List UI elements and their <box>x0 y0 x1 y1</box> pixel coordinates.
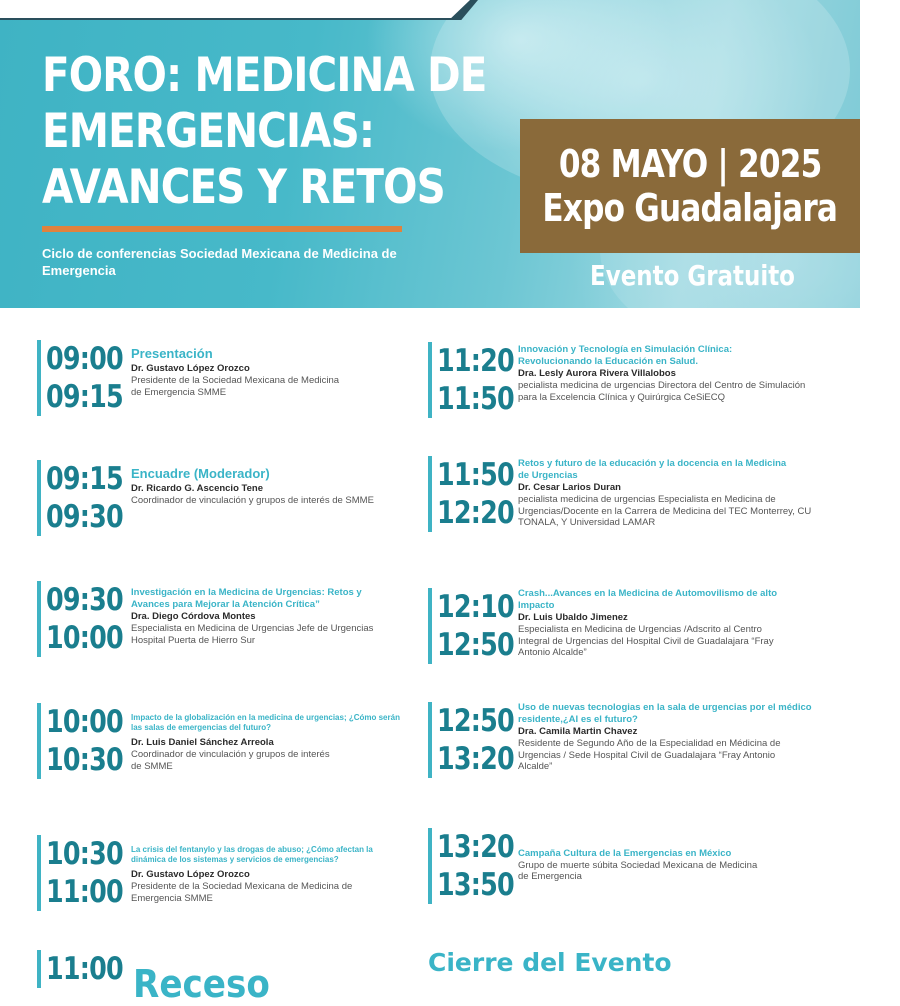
session-title: Investigación en la Medicina de Urgencias: Retos y Avances para Mejorar la Atención Crítica” <box>131 587 362 610</box>
closing-label: Cierre del Evento <box>428 948 672 977</box>
speaker-name: Dra. Camila Martin Chavez <box>518 726 638 737</box>
speaker-name: Dr. Gustavo López Orozco <box>131 363 250 374</box>
session-info <box>127 835 407 911</box>
start-time: 09:15 <box>46 461 123 497</box>
speaker-role: Coordinador de vinculación y grupos de interés de SMME <box>131 495 374 506</box>
start-time: 11:00 <box>46 951 123 987</box>
start-time: 09:30 <box>46 582 123 618</box>
end-time: 10:30 <box>46 742 123 778</box>
session-title: Presentación <box>131 346 213 361</box>
start-time: 11:20 <box>437 343 514 379</box>
event-subtitle: Ciclo de conferencias Sociedad Mexicana de Medicina de Emergencia <box>42 246 397 278</box>
time-range <box>37 340 127 416</box>
speaker-name: Dr. Cesar Larios Duran <box>518 482 621 493</box>
speaker-role: Especialista en Medicina de Urgencias Jefe de Urgencias Hospital Puerta de Hierro Sur <box>131 623 374 646</box>
session-title: Innovación y Tecnología en Simulación Clínica: Revolucionando la Educación en Salud. <box>518 344 733 367</box>
end-time: 11:00 <box>46 874 123 910</box>
session-title: La crisis del fentanylo y las drogas de abuso; ¿Cómo afectan la dinámica de los sistemas y servicios de emergencias? <box>131 845 373 864</box>
time-range <box>37 703 127 779</box>
schedule-slot <box>428 828 834 904</box>
session-info <box>127 340 397 416</box>
time-range <box>37 460 127 536</box>
date-venue-box <box>520 119 860 253</box>
session-title: Crash...Avances en la Medicina de Automovilismo de alto Impacto <box>518 588 778 611</box>
speaker-role: Coordinador de vinculación y grupos de interés de SMME <box>131 749 330 772</box>
event-banner <box>0 0 860 308</box>
end-time: 11:50 <box>437 381 514 417</box>
start-time: 11:50 <box>437 457 514 493</box>
schedule-slot <box>37 835 407 911</box>
session-info <box>514 588 834 664</box>
recess-slot <box>37 950 285 1004</box>
time-range <box>428 456 514 532</box>
session-title: Uso de nuevas tecnologias en la sala de urgencias por el médico residente,¿AI es el futuro? <box>518 702 812 725</box>
session-title: Retos y futuro de la educación y la docencia en la Medicina de Urgencias <box>518 458 787 481</box>
speaker-role: Presidente de la Sociedad Mexicana de Medicina de Emergencia SMME <box>131 375 340 398</box>
speaker-name: Dr. Ricardo G. Ascencio Tene <box>131 483 263 494</box>
speaker-name: Dr. Gustavo López Orozco <box>131 869 250 880</box>
schedule-slot <box>37 581 407 657</box>
speaker-role: Presidente de la Sociedad Mexicana de Medicina de Emergencia SMME <box>131 881 353 904</box>
speaker-role: pecialista medicina de urgencias Directora del Centro de Simulación para la Excelencia Clínica y Quirúrgica CeSiECQ <box>518 380 806 403</box>
time-range <box>428 702 514 778</box>
end-time: 10:00 <box>46 620 123 656</box>
speaker-name: Dr. Luis Ubaldo Jimenez <box>518 612 628 623</box>
session-title: Encuadre (Moderador) <box>131 466 270 481</box>
session-info <box>514 828 834 904</box>
session-info <box>514 702 834 778</box>
schedule-slot <box>428 588 834 664</box>
time-range <box>37 581 127 657</box>
speaker-name: Dr. Luis Daniel Sánchez Arreola <box>131 737 274 748</box>
start-time: 12:50 <box>437 703 514 739</box>
time-range <box>428 342 514 418</box>
start-time: 12:10 <box>437 589 514 625</box>
schedule-slot <box>428 342 834 418</box>
event-title-line-1: FORO: MEDICINA DE <box>42 48 487 103</box>
end-time: 13:50 <box>437 867 514 903</box>
schedule-slot <box>37 460 397 536</box>
start-time: 10:30 <box>46 836 123 872</box>
time-range <box>428 588 514 664</box>
event-title-line-3: AVANCES Y RETOS <box>42 160 445 215</box>
start-time: 13:20 <box>437 829 514 865</box>
event-date: 08 MAYO | 2025 <box>558 142 822 186</box>
speaker-role: pecialista medicina de urgencias Especialista en Medicina de Urgencias/Docente en la Carrera de Medicina del TEC Monterrey, CU TONALA, Y Universidad LAMAR <box>518 494 812 528</box>
session-info <box>127 703 407 779</box>
start-time: 09:00 <box>46 341 123 377</box>
schedule-slot <box>37 340 397 416</box>
schedule-slot <box>428 702 834 778</box>
end-time: 12:50 <box>437 627 514 663</box>
end-time: 13:20 <box>437 741 514 777</box>
schedule-slot <box>428 456 834 532</box>
speaker-role: Grupo de muerte súbita Sociedad Mexicana de Medicina de Emergencia <box>518 859 758 882</box>
session-info <box>514 456 834 532</box>
time-range <box>37 950 127 988</box>
recess-label: Receso <box>133 962 270 1006</box>
start-time: 10:00 <box>46 704 123 740</box>
speaker-role: Especialista en Medicina de Urgencias /Adscrito al Centro Integral de Urgencias del Hospital Civil de Guadalajara “Fray Antonio Alcalde” <box>518 624 774 658</box>
session-info <box>127 460 397 536</box>
end-time: 09:15 <box>46 379 123 415</box>
speaker-name: Dra. Lesly Aurora Rivera Villalobos <box>518 368 676 379</box>
banner-top-tab <box>0 0 470 18</box>
schedule-slot <box>37 703 407 779</box>
session-info <box>127 581 407 657</box>
session-info <box>514 342 834 418</box>
time-range <box>37 835 127 911</box>
free-event-badge: Evento Gratuito <box>590 259 795 292</box>
speaker-name: Dra. Diego Córdova Montes <box>131 611 256 622</box>
end-time: 09:30 <box>46 499 123 535</box>
event-title-line-2: EMERGENCIAS: <box>42 104 375 159</box>
event-venue: Expo Guadalajara <box>542 186 838 230</box>
speaker-role: Residente de Segundo Año de la Especialidad en Médicina de Urgencias / Sede Hospital Civil de Guadalajara “Fray Antonio Alcalde” <box>518 738 781 772</box>
time-range <box>428 828 514 904</box>
title-underline <box>42 226 402 232</box>
event-title <box>42 48 487 216</box>
session-title: Impacto de la globalización en la medicina de urgencias; ¿Cómo serán las salas de emergencias del futuro? <box>131 713 400 732</box>
end-time: 12:20 <box>437 495 514 531</box>
session-title: Campaña Cultura de la Emergencias en México <box>518 848 732 859</box>
